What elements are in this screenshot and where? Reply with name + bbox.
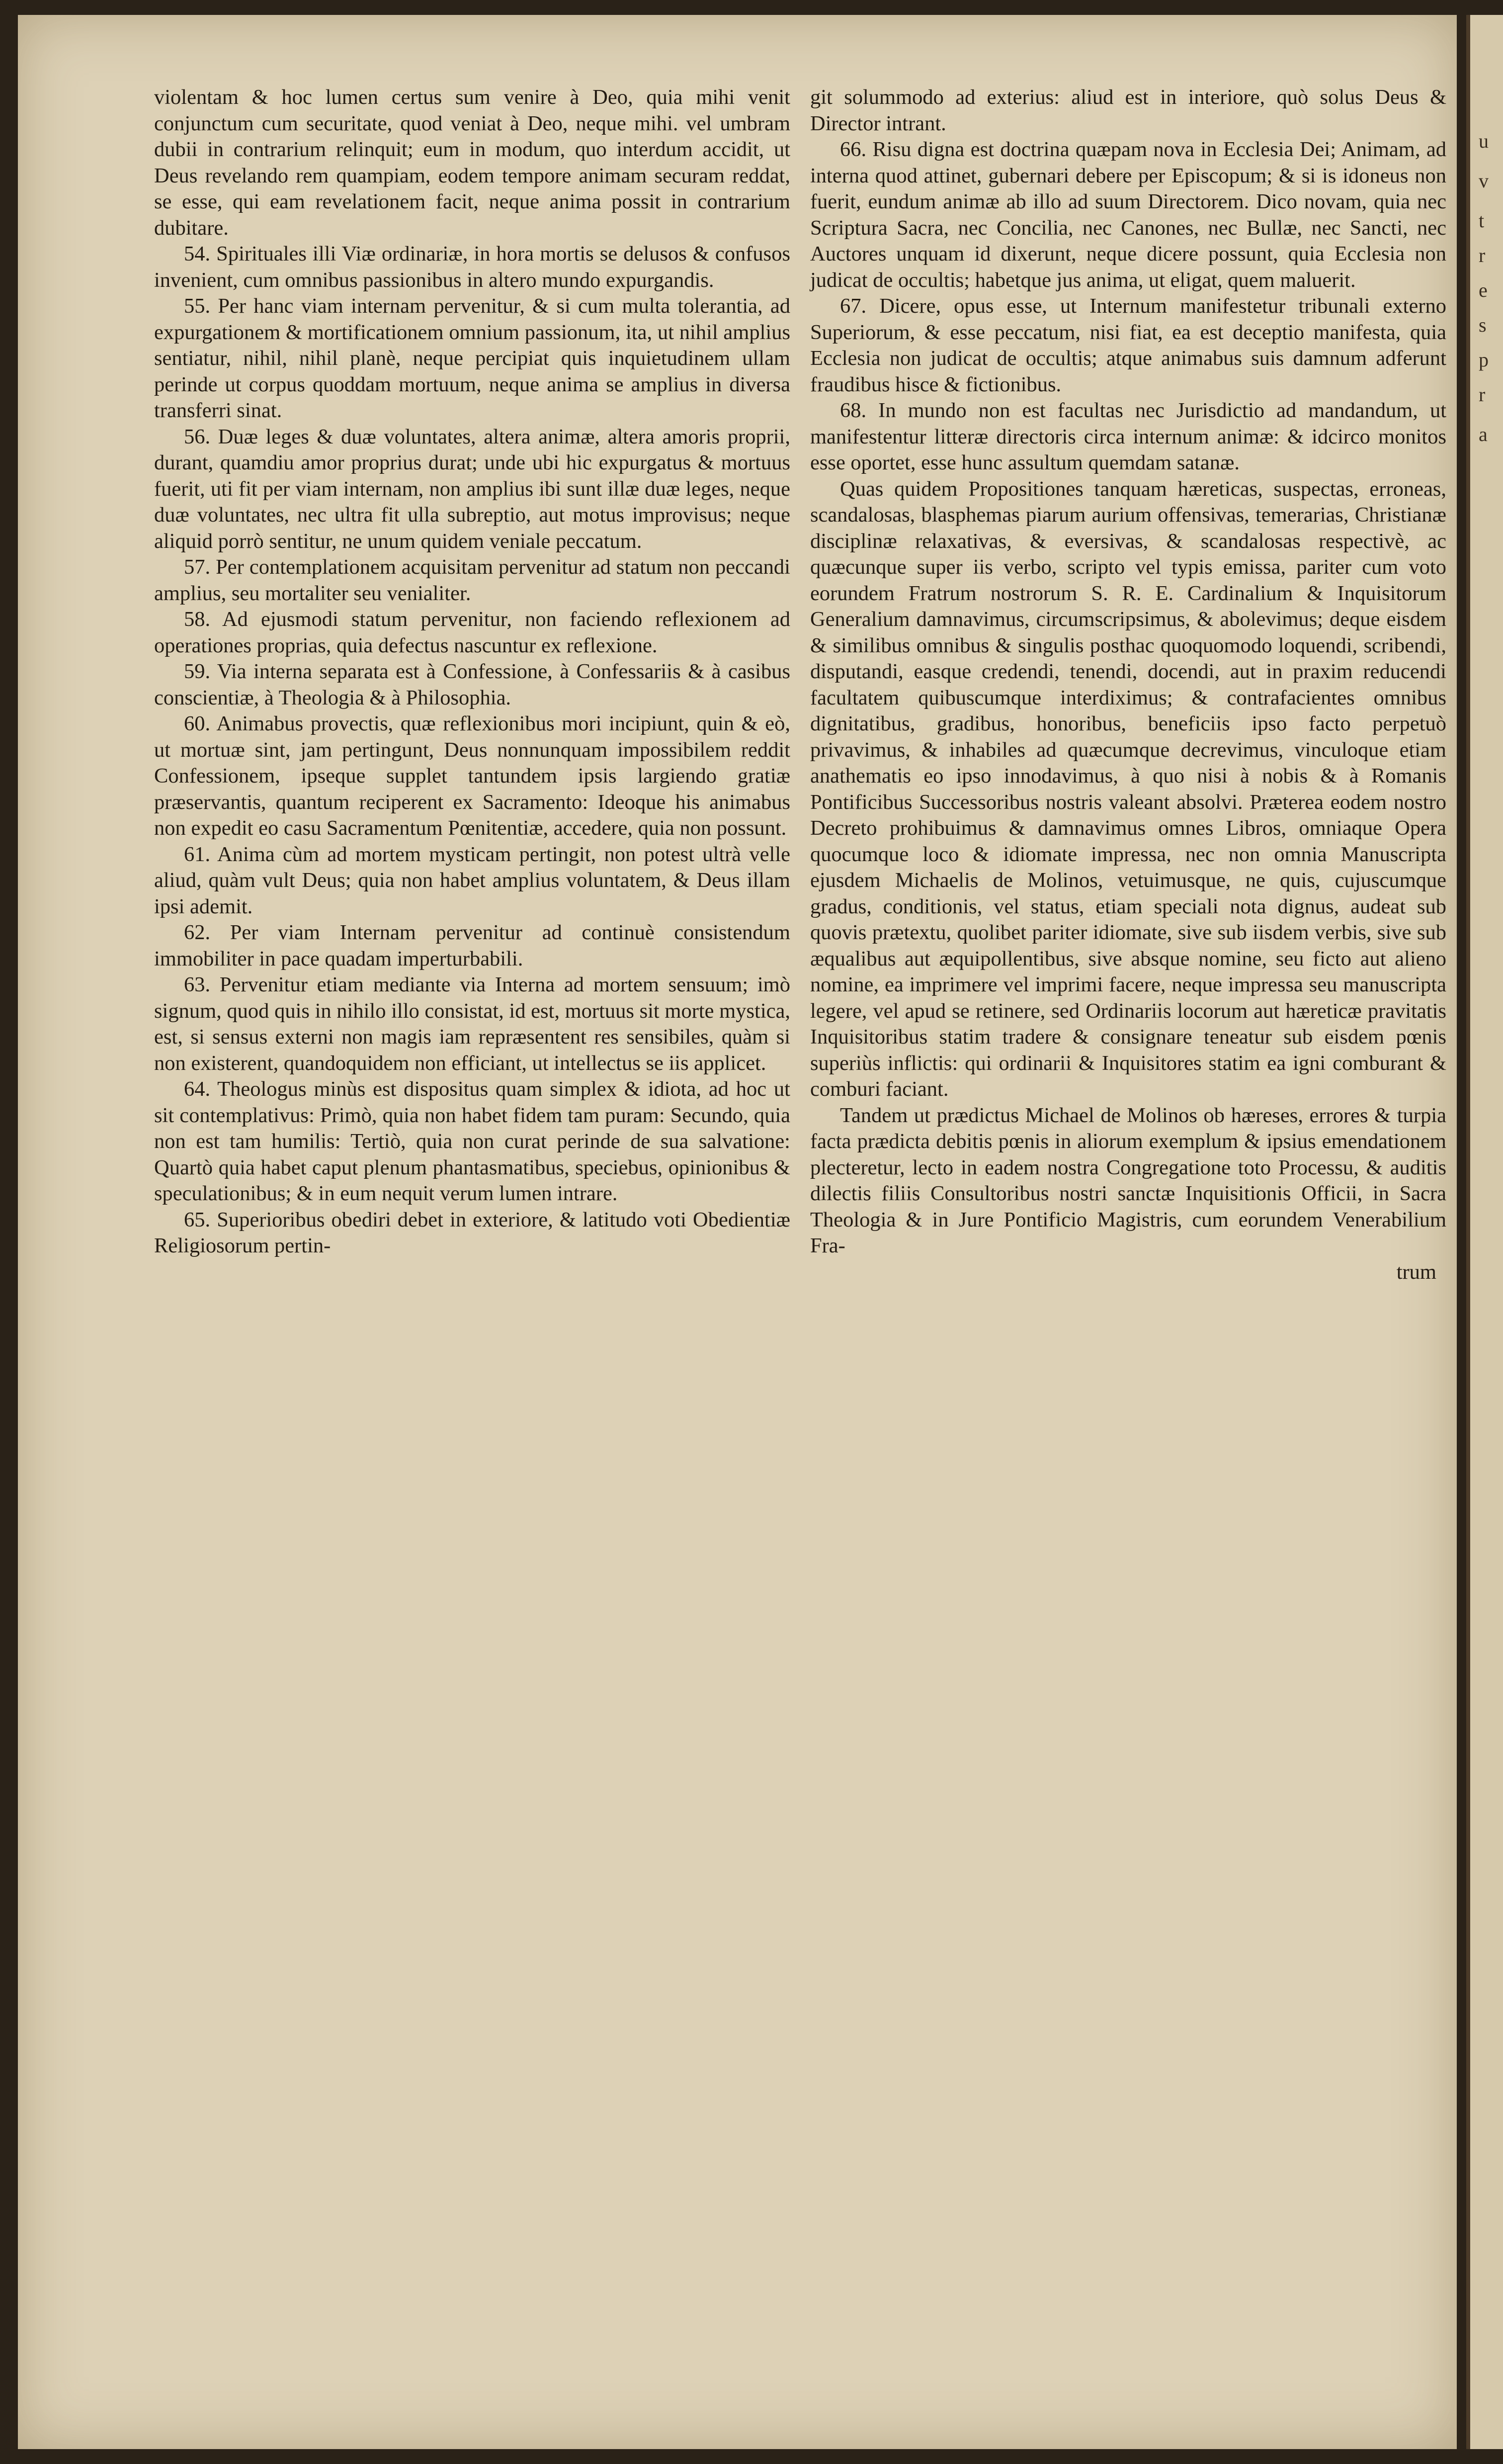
proposition-63: 63. Pervenitur etiam mediante via Interna ad mortem sensuum; imò signum, quod quis in nihilo illo consistat, id est, mortuus sit morte mystica, est, si sensus externi non magis iam repræsentent res sensibiles, quàm si non existerent, quandoquidem non efficiant, ut intellectus se iis applicet.	[154, 973, 790, 1075]
proposition-56: 56. Duæ leges & duæ voluntates, altera animæ, altera amoris proprii, durant, quamdiu amor proprius durat; unde ubi hic expurgatus & mortuus fuerit, uti fit per viam internam, non amplius ibi sunt illæ duæ leges, neque duæ voluntates, nec ultra fit ulla subreptio, aut motus improvisus; neque aliquid porrò sentitur, ne unum quidem veniale peccatum.	[154, 425, 790, 553]
proposition-68: 68. In mundo non est facultas nec Jurisdictio ad mandandum, ut manifestentur litteræ directoris circa internum animæ: & idcirco monitos esse oportet, esse hunc assultum quemdam satanæ.	[810, 399, 1446, 474]
edge-glyph: e	[1479, 279, 1488, 301]
proposition-55: 55. Per hanc viam internam pervenitur, & si cum multa tolerantia, ad expurgationem & mortificationem omnium passionum, ita, ut nihil amplius sentiatur, nihil, nihil planè, neque percipiat quis inquietudinem ullam perinde ut corpus quoddam mortuum, neque anima se amplius in diversa transferri sinat.	[154, 294, 790, 422]
proposition-58: 58. Ad ejusmodi statum pervenitur, non faciendo reflexionem ad operationes proprias, quia defectus nascuntur ex reflexione.	[154, 608, 790, 657]
catchword: trum	[1396, 1260, 1436, 1284]
proposition-66: 66. Risu digna est doctrina quæpam nova in Ecclesia Dei; Animam, ad interna quod attinet, gubernari debere per Episcopum; & si is idoneus non fuerit, eundum animæ ab illo ad suum Directorem. Dico novam, quia nec Scriptura Sacra, nec Concilia, nec Canones, nec Bullæ, nec Sancti, nec Auctores unquam id dixerunt, neque dicere possunt, quia Ecclesia non judicat de occultis; habetque jus anima, ut eligat, quem maluerit.	[810, 138, 1446, 292]
proposition-57: 57. Per contemplationem acquisitam pervenitur ad statum non peccandi amplius, seu mortaliter seu venialiter.	[154, 555, 790, 605]
condemnation-paragraph: Quas quidem Propositiones tanquam hæreticas, suspectas, erroneas, scandalosas, blasphemas piarum aurium offensivas, temerarias, Christianæ disciplinæ relaxativas, & eversivas, & scandalosas respectivè, ac quæcunque super iis verbo, scripto vel typis emissa, pariter cum voto eorundem Fratrum nostrorum S. R. E. Cardinalium & Inquisitorum Generalium damnavimus, circumscripsimus, & abolevimus; deque eisdem & similibus omnibus & singulis posthac quoquomodo loquendi, scribendi, disputandi, easque credendi, tenendi, docendi, aut in praxim reducendi facultatem quibuscumque interdiximus; & contrafacientes omnibus dignitatibus, gradibus, honoribus, beneficiis ipso facto perpetuò privavimus, & inhabiles ad quæcumque decrevimus, vinculoque etiam anathematis eo ipso innodavimus, à quo nisi à nobis & à Romanis Pontificibus Successoribus nostris valeant absolvi. Præterea eodem nostro Decreto prohibuimus & damnavimus omnes Libros, omniaque Opera quocumque loco & idiomate impressa, nec non omnia Manuscripta ejusdem Michaelis de Molinos, vetuimusque, ne quis, cujuscumque gradus, conditionis, vel status, etiam speciali nota dignus, audeat sub quovis prætextu, quolibet pariter idiomate, sive sub iisdem verbis, sive sub æqualibus aut æquipollentibus, sive absque nomine, seu ficto aut alieno nomine, ea imprimere vel imprimi facere, neque impressa seu manuscripta legere, vel apud se retinere, sed Ordinariis locorum aut hæreticæ pravitatis Inquisitoribus statim tradere & consignare teneatur sub eisdem pœnis superiùs inflictis: qui ordinarii & Inquisitores statim ea igni comburant & comburi faciant.	[810, 477, 1446, 1101]
edge-glyph: a	[1479, 423, 1488, 445]
proposition-61: 61. Anima cùm ad mortem mysticam pertingit, non potest ultrà velle aliud, quàm vult Deus; quia non habet amplius voluntatem, & Deus illam ipsi ademit.	[154, 842, 790, 918]
facing-page-edge	[1466, 15, 1503, 2449]
edge-glyph: t	[1479, 209, 1485, 232]
right-text-column	[810, 85, 1446, 1285]
proposition-54: 54. Spirituales illi Viæ ordinariæ, in hora mortis se delusos & confusos invenient, cum omnibus passionibus in altero mundo expurgandis.	[154, 242, 790, 292]
edge-glyph: r	[1479, 244, 1486, 266]
proposition-65: 65. Superioribus obediri debet in exteriore, & latitudo voti Obedientiæ Religiosorum pertin-	[154, 1208, 790, 1257]
paragraph-continuation: git solummodo ad exterius: aliud est in interiore, quò solus Deus & Director intrant.	[810, 86, 1446, 135]
edge-glyph: r	[1479, 383, 1486, 406]
proposition-60: 60. Animabus provectis, quæ reflexionibus mori incipiunt, quin & eò, ut mortuæ sint, jam pertingunt, Deus nonnunquam impossibilem reddit Confessionem, ipseque supplet tantundem ipsis largiendo gratiæ præservantis, quantum reciperent ex Sacramento: Ideoque his animabus non expedit eo casu Sacramentum Pœnitentiæ, accedere, quia non possunt.	[154, 712, 790, 840]
edge-glyph: s	[1479, 314, 1487, 336]
edge-glyph: v	[1479, 170, 1489, 192]
paragraph-continuation: violentam & hoc lumen certus sum venire à Deo, quia mihi venit conjunctum cum securitate, quod veniat à Deo, neque mihi. vel umbram dubii in contrarium relinquit; eum in modum, quo interdum accidit, ut Deus revelando rem quampiam, eodem tempore animam securam reddat, se esse, qui eam revelationem facit, neque anima possit in contrarium dubitare.	[154, 86, 790, 240]
sentence-paragraph: Tandem ut prædictus Michael de Molinos ob hæreses, errores & turpia facta prædicta debitis pœnis in aliorum exemplum & ipsius emendationem plecteretur, lecto in eadem nostra Congregatione toto Processu, & auditis dilectis filiis Consultoribus nostri sanctæ Inquisitionis Officii, in Sacra Theologia & in Jure Pontificio Magistris, cum eorundem Venerabilium Fra-	[810, 1103, 1446, 1257]
left-text-column	[154, 85, 790, 1259]
proposition-64: 64. Theologus minùs est dispositus quam simplex & idiota, ad hoc ut sit contemplativus: Primò, quia non habet fidem tam puram: Secundo, quia non est tam humilis: Tertiò, quia non curat perinde de sua salvatione: Quartò quia habet caput plenum phantasmatibus, speciebus, opinionibus & speculationibus; & in eum nequit verum lumen intrare.	[154, 1077, 790, 1205]
proposition-62: 62. Per viam Internam pervenitur ad continuè consistendum immobiliter in pace quadam imperturbabili.	[154, 921, 790, 970]
proposition-67: 67. Dicere, opus esse, ut Internum manifestetur tribunali externo Superiorum, & esse peccatum, nisi fiat, ea est deceptio manifesta, quia Ecclesia non judicat de occultis; atque animabus suis damnum adferunt fraudibus hisce & fictionibus.	[810, 294, 1446, 396]
edge-glyph: u	[1479, 130, 1489, 152]
edge-glyph: p	[1479, 349, 1489, 371]
proposition-59: 59. Via interna separata est à Confessione, à Confessariis & à casibus conscientiæ, à Theologia & à Philosophia.	[154, 660, 790, 709]
